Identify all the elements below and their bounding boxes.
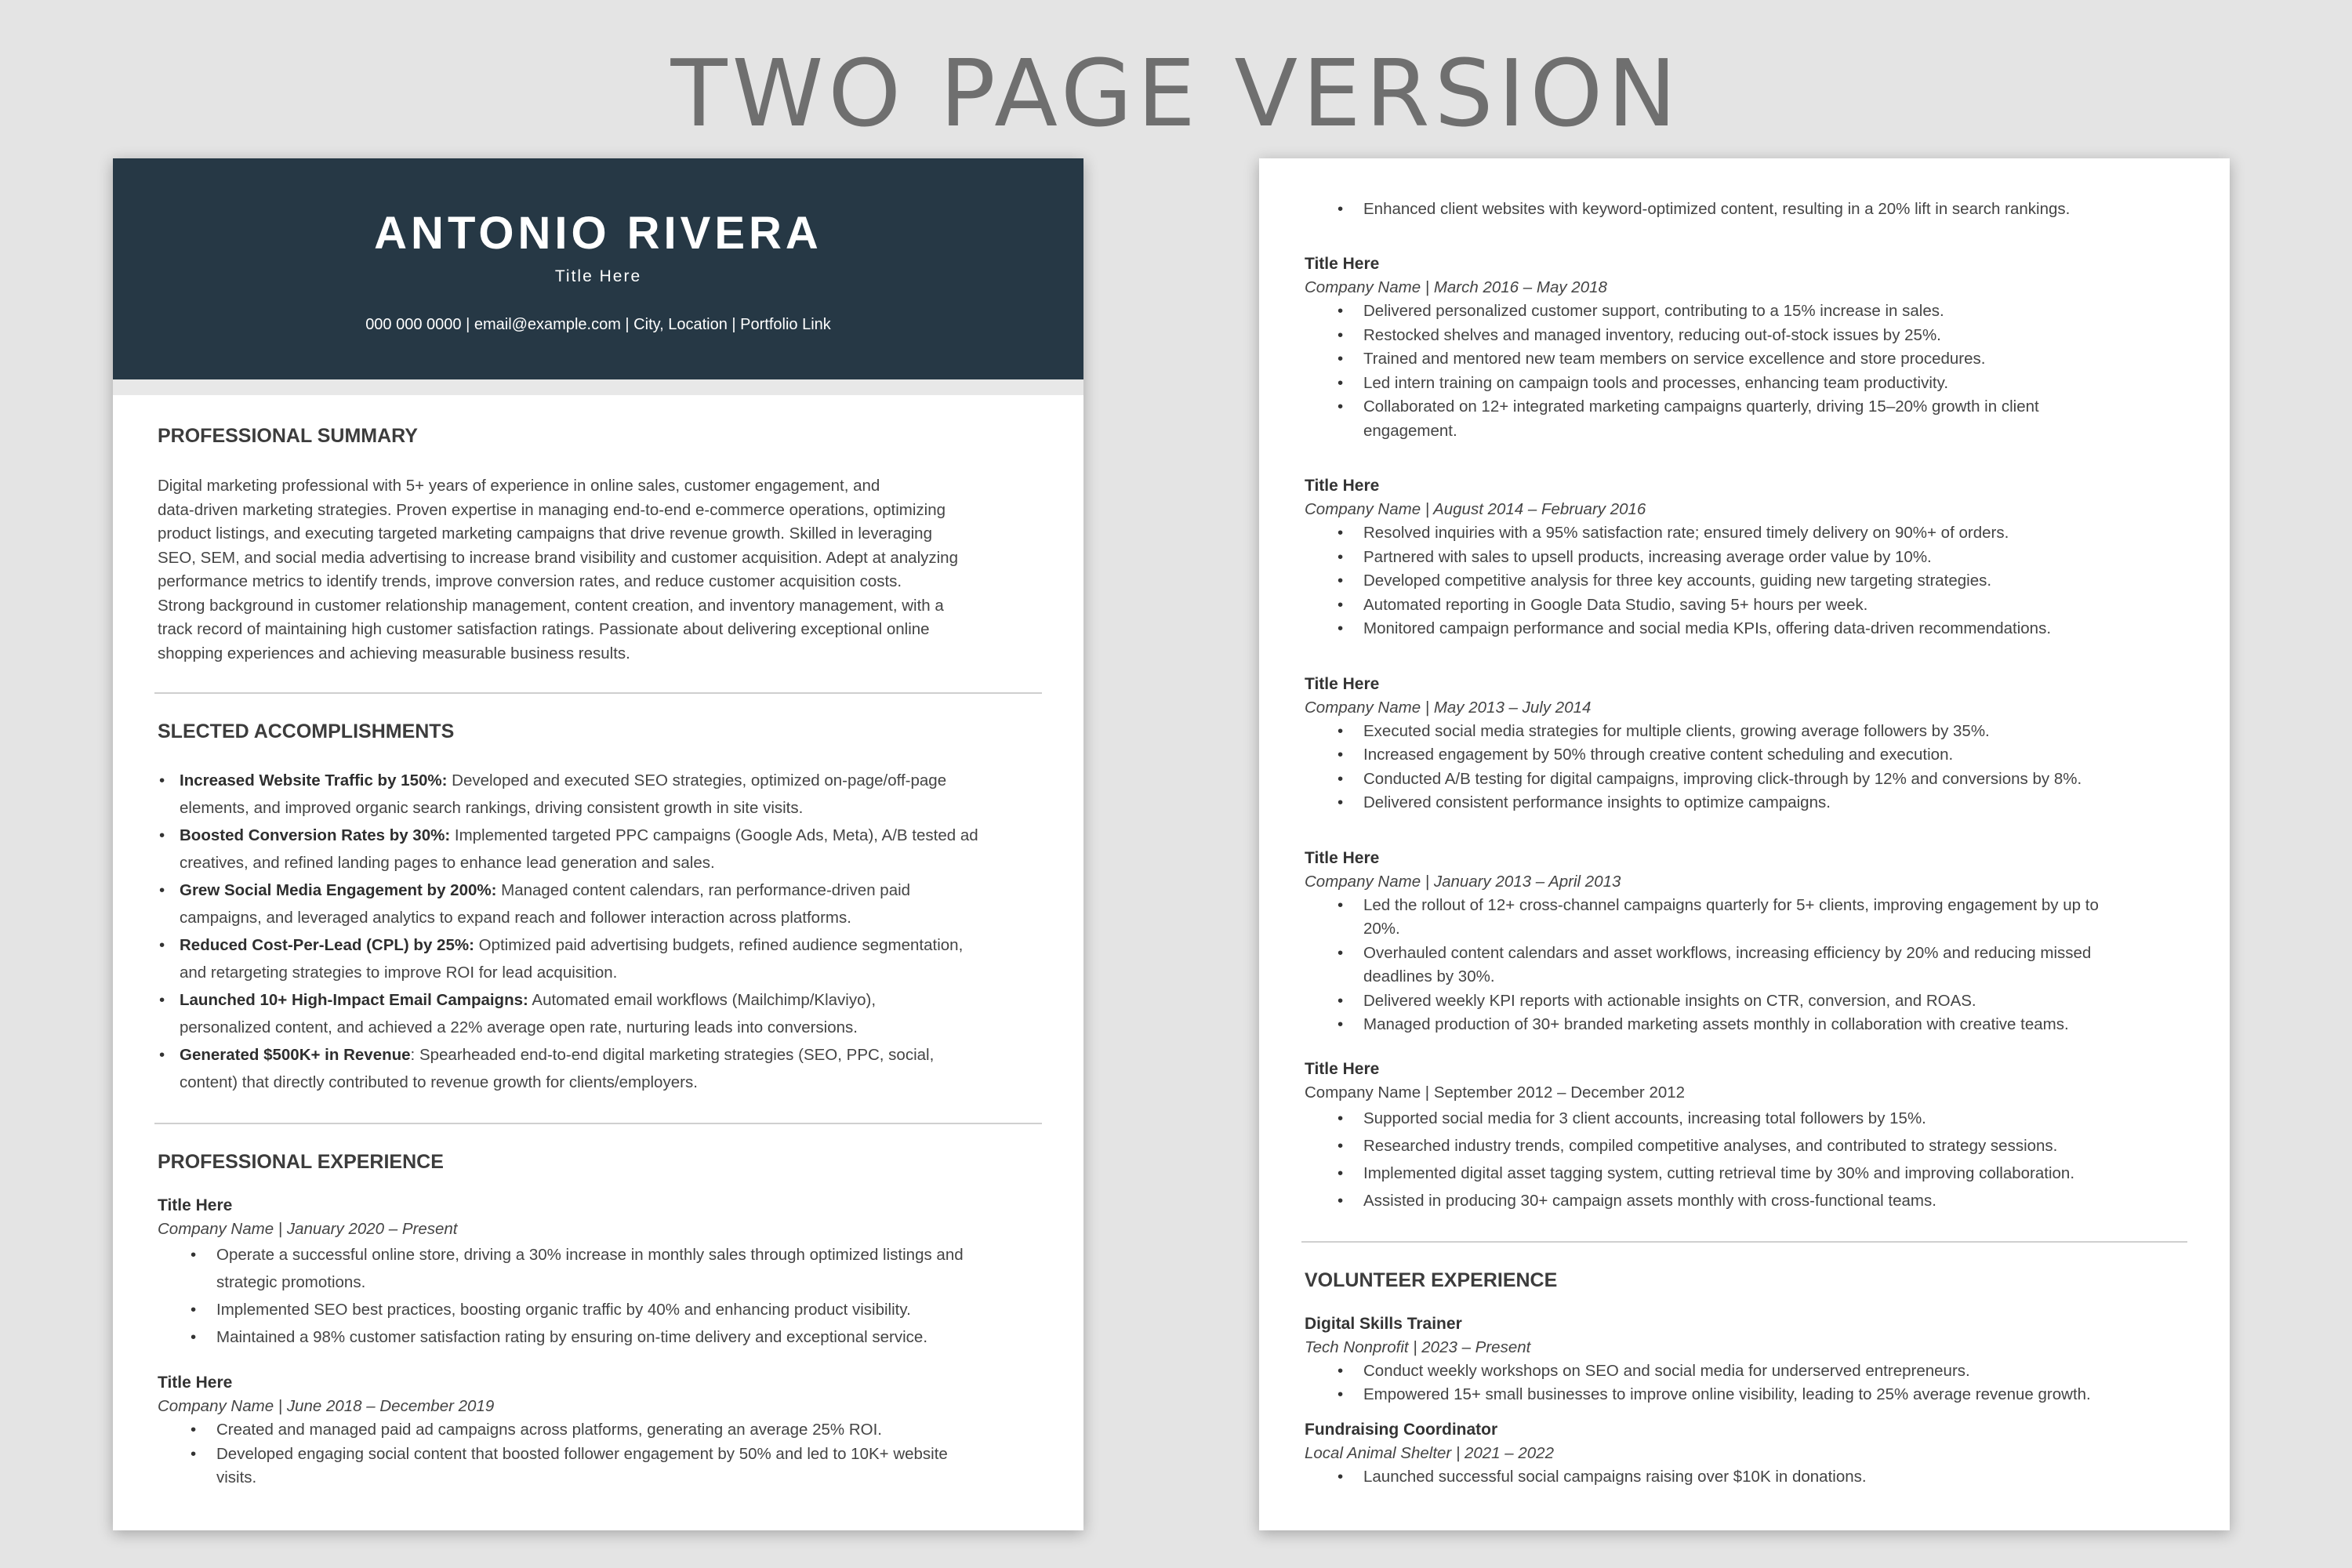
summary-line: data-driven marketing strategies. Proven expertise in managing end-to-end e-commerce operations, optimizing (158, 500, 946, 519)
accomplishment-bold: Boosted Conversion Rates by 30%: (180, 826, 451, 844)
bullet-text: Developed engaging social content that boosted follower engagement by 50% and led to 10K+ website (216, 1444, 948, 1463)
banner-title: TWO PAGE VERSION (670, 39, 1682, 147)
job-company: Company Name | January 2013 – April 2013 (1305, 872, 1621, 891)
job-company: Company Name | September 2012 – December 2012 (1305, 1083, 1686, 1102)
job-company: Company Name | June 2018 – December 2019 (158, 1397, 495, 1415)
bullet-text: deadlines by 30%. (1363, 967, 1495, 985)
list-item (1305, 1105, 2184, 1132)
bullet-text: Executed social media strategies for multiple clients, growing average followers by 35%. (1363, 721, 1990, 740)
bullet-text: Automated reporting in Google Data Studio, saving 5+ hours per week. (1363, 595, 1868, 614)
bullet-text: Launched successful social campaigns raising over $10K in donations. (1363, 1467, 1867, 1486)
list-item (158, 877, 1039, 931)
summary-line: performance metrics to identify trends, improve conversion rates, and reduce customer acquisition costs. (158, 572, 902, 590)
bullet-text: Implemented digital asset tagging system, cutting retrieval time by 30% and improving collaboration. (1363, 1163, 2075, 1182)
bullet-text: 20%. (1363, 920, 1400, 938)
bullet-text: Maintained a 98% customer satisfaction rating by ensuring on-time delivery and exceptional service. (216, 1328, 928, 1346)
bullet-text: Delivered weekly KPI reports with actionable insights on CTR, conversion, and ROAS. (1363, 991, 1976, 1010)
job-bullets (1305, 521, 2184, 641)
bullet-text: Conducted A/B testing for digital campaigns, improving click-through by 12% and conversions by 8%. (1363, 769, 2082, 788)
list-item (1305, 521, 2184, 546)
job-title: Title Here (1305, 848, 1380, 867)
list-item (158, 1241, 1039, 1296)
list-item (1305, 1132, 2184, 1160)
list-item (158, 1296, 1039, 1323)
list-item (1305, 617, 2184, 641)
section-divider (1301, 1241, 2187, 1243)
list-item (1305, 894, 2184, 942)
job-title: Title Here (158, 1196, 233, 1214)
accomplishment-bold: Increased Website Traffic by 150%: (180, 771, 448, 789)
summary-line: product listings, and executing targeted marketing campaigns that drive revenue growth. Skilled in leveraging (158, 524, 932, 543)
list-item (1305, 324, 2184, 348)
bullet-text: Increased engagement by 50% through creative content scheduling and execution. (1363, 746, 1954, 764)
bullet-text: Partnered with sales to upsell products, increasing average order value by 10%. (1363, 547, 1932, 566)
section-divider (154, 692, 1042, 694)
accomplishment-bold: Reduced Cost-Per-Lead (CPL) by 25%: (180, 936, 474, 954)
summary-line: shopping experiences and achieving measurable business results. (158, 644, 630, 662)
volunteer-entry (1305, 1418, 2184, 1490)
summary-line: SEO, SEM, and social media advertising to increase brand visibility and customer acquisition. Adept at analyzing (158, 548, 958, 567)
list-item (1305, 372, 2184, 396)
resume-header (113, 158, 1083, 379)
job-bullets (1305, 720, 2184, 815)
list-item (1305, 593, 2184, 618)
volunteer-role: Fundraising Coordinator (1305, 1420, 1498, 1439)
volunteer-org: Local Animal Shelter | 2021 – 2022 (1305, 1443, 1554, 1462)
contact-line: 000 000 0000 | email@example.com | City, Location | Portfolio Link (365, 316, 831, 333)
list-item (1305, 942, 2184, 989)
job-title: Title Here (158, 1374, 233, 1392)
list-item (1305, 198, 2184, 221)
bullet-text: Created and managed paid ad campaigns across platforms, generating an average 25% ROI. (216, 1421, 882, 1439)
volunteer-heading: VOLUNTEER EXPERIENCE (1305, 1269, 1558, 1291)
volunteer-bullets (1305, 1359, 2184, 1407)
list-item (158, 931, 1039, 986)
job-bullets (1305, 1105, 2184, 1214)
list-item (1305, 299, 2184, 324)
accomplishment-text: and retargeting strategies to improve ROI for lead acquisition. (180, 964, 618, 982)
bullet-text: Collaborated on 12+ integrated marketing campaigns quarterly, driving 15–20% growth in client (1363, 397, 2039, 416)
job-entry (158, 1194, 1039, 1351)
list-item (158, 1443, 1039, 1490)
bullet-text: strategic promotions. (216, 1273, 366, 1291)
bullet-text: Delivered personalized customer support, contributing to a 15% increase in sales. (1363, 302, 1944, 320)
bullet-text: Led intern training on campaign tools and processes, enhancing team productivity. (1363, 373, 1949, 392)
volunteer-org: Tech Nonprofit | 2023 – Present (1305, 1338, 1531, 1356)
resume-page-1 (113, 158, 1083, 1530)
job-entry (1305, 673, 2184, 815)
list-item (158, 986, 1039, 1041)
accomplishment-text: Automated email workflows (Mailchimp/Klaviyo), (528, 991, 877, 1009)
job-company: Company Name | May 2013 – July 2014 (1305, 698, 1592, 717)
job-entry-continued (1305, 198, 2184, 221)
job-title: Title Here (1305, 674, 1380, 693)
bullet-text: Enhanced client websites with keyword-optimized content, resulting in a 20% lift in search rankings. (1363, 200, 2071, 218)
volunteer-bullets (1305, 1465, 2184, 1490)
list-item (1305, 1187, 2184, 1214)
job-bullets (1305, 894, 2184, 1037)
list-item (1305, 989, 2184, 1014)
list-item (1305, 395, 2184, 443)
bullet-text: engagement. (1363, 421, 1457, 440)
bullet-text: Resolved inquiries with a 95% satisfaction rate; ensured timely delivery on 90%+ of orders. (1363, 524, 2009, 542)
bullet-text: Developed competitive analysis for three key accounts, guiding new targeting strategies. (1363, 572, 1992, 590)
volunteer-section (1305, 1269, 2184, 1490)
accomplishment-text: campaigns, and leveraged analytics to expand reach and follower interaction across platforms. (180, 909, 851, 927)
job-entry (1305, 847, 2184, 1037)
accomplishment-text: creatives, and refined landing pages to enhance lead generation and sales. (180, 854, 715, 872)
accomplishments-heading: SLECTED ACCOMPLISHMENTS (158, 720, 455, 742)
resume-page-2 (1259, 158, 2230, 1530)
accomplishment-text: personalized content, and achieved a 22% average open rate, nurturing leads into conversions. (180, 1018, 858, 1036)
bullet-text: Restocked shelves and managed inventory, reducing out-of-stock issues by 25%. (1363, 325, 1941, 344)
accomplishment-text: Implemented targeted PPC campaigns (Google Ads, Meta), A/B tested ad (450, 826, 978, 844)
list-item (1305, 1013, 2184, 1037)
list-item (158, 1418, 1039, 1443)
summary-text (158, 474, 1039, 666)
job-bullets (1305, 299, 2184, 443)
list-item (158, 822, 1039, 877)
list-item (1305, 1383, 2184, 1407)
candidate-title: Title Here (554, 267, 642, 285)
bullet-text: Monitored campaign performance and social media KPIs, offering data-driven recommendations. (1363, 619, 2052, 637)
accomplishments-list (158, 767, 1039, 1096)
bullet-text: Empowered 15+ small businesses to improve online visibility, leading to 25% average revenue growth. (1363, 1385, 2091, 1403)
job-entry (1305, 252, 2184, 443)
job-entry (158, 1371, 1039, 1490)
list-item (1305, 720, 2184, 744)
accomplishment-text: Developed and executed SEO strategies, optimized on-page/off-page (447, 771, 947, 789)
list-item (158, 1041, 1039, 1096)
job-title: Title Here (1305, 1059, 1380, 1078)
bullet-text: Implemented SEO best practices, boosting organic traffic by 40% and enhancing product visibility. (216, 1301, 911, 1319)
bullet-text: Trained and mentored new team members on service excellence and store procedures. (1363, 350, 1986, 368)
list-item (1305, 1359, 2184, 1384)
job-entry (1305, 1058, 2184, 1214)
job-company: Company Name | March 2016 – May 2018 (1305, 278, 1607, 296)
accomplishment-text: Managed content calendars, ran performance-driven paid (496, 881, 911, 899)
header-divider-strip (113, 379, 1083, 395)
job-title: Title Here (1305, 477, 1380, 495)
list-item (1305, 569, 2184, 593)
accomplishment-bold: Launched 10+ High-Impact Email Campaigns: (180, 991, 528, 1009)
job-bullets (158, 1418, 1039, 1490)
job-company: Company Name | August 2014 – February 2016 (1305, 500, 1646, 518)
accomplishment-text: elements, and improved organic search rankings, driving consistent growth in site visits. (180, 799, 804, 817)
list-item (1305, 347, 2184, 372)
bullet-text: Conduct weekly workshops on SEO and social media for underserved entrepreneurs. (1363, 1361, 1970, 1380)
list-item (158, 1323, 1039, 1351)
job-entry (1305, 474, 2184, 641)
bullet-text: visits. (216, 1468, 257, 1486)
candidate-name: ANTONIO RIVERA (374, 208, 822, 259)
bullet-text: Delivered consistent performance insights to optimize campaigns. (1363, 793, 1831, 811)
summary-line: Digital marketing professional with 5+ years of experience in online sales, customer engagement, and (158, 477, 880, 495)
list-item (1305, 1465, 2184, 1490)
summary-heading: PROFESSIONAL SUMMARY (158, 425, 418, 447)
bullet-text: Led the rollout of 12+ cross-channel campaigns quarterly for 5+ clients, improving engagement by up to (1363, 895, 2099, 914)
experience-heading: PROFESSIONAL EXPERIENCE (158, 1151, 444, 1173)
job-bullets (1305, 198, 2184, 221)
accomplishment-text: content) that directly contributed to revenue growth for clients/employers. (180, 1073, 698, 1091)
summary-line: track record of maintaining high customer satisfaction ratings. Passionate about delivering exceptional online (158, 620, 930, 638)
list-item (158, 767, 1039, 822)
list-item (1305, 768, 2184, 792)
accomplishment-bold: Grew Social Media Engagement by 200%: (180, 881, 497, 899)
job-bullets (158, 1241, 1039, 1351)
bullet-text: Overhauled content calendars and asset workflows, increasing efficiency by 20% and reducing missed (1363, 943, 2092, 962)
bullet-text: Managed production of 30+ branded marketing assets monthly in collaboration with creative teams. (1363, 1015, 2069, 1033)
job-title: Title Here (1305, 255, 1380, 273)
bullet-text: Assisted in producing 30+ campaign assets monthly with cross-functional teams. (1363, 1191, 1936, 1210)
summary-line: Strong background in customer relationship management, content creation, and inventory management, with a (158, 596, 944, 615)
job-company: Company Name | January 2020 – Present (158, 1220, 458, 1238)
bullet-text: Supported social media for 3 client accounts, increasing total followers by 15%. (1363, 1109, 1926, 1127)
bullet-text: Operate a successful online store, driving a 30% increase in monthly sales through optimized listings and (216, 1246, 964, 1264)
volunteer-entry (1305, 1312, 2184, 1407)
list-item (1305, 1160, 2184, 1187)
accomplishment-bold: Generated $500K+ in Revenue (180, 1046, 411, 1064)
list-item (1305, 546, 2184, 570)
accomplishment-text: Optimized paid advertising budgets, refined audience segmentation, (474, 936, 964, 954)
volunteer-role: Digital Skills Trainer (1305, 1314, 1462, 1333)
list-item (1305, 791, 2184, 815)
section-divider (154, 1123, 1042, 1124)
bullet-text: Researched industry trends, compiled competitive analyses, and contributed to strategy sessions. (1363, 1136, 2058, 1155)
accomplishment-text: : Spearheaded end-to-end digital marketing strategies (SEO, PPC, social, (410, 1046, 935, 1064)
list-item (1305, 743, 2184, 768)
